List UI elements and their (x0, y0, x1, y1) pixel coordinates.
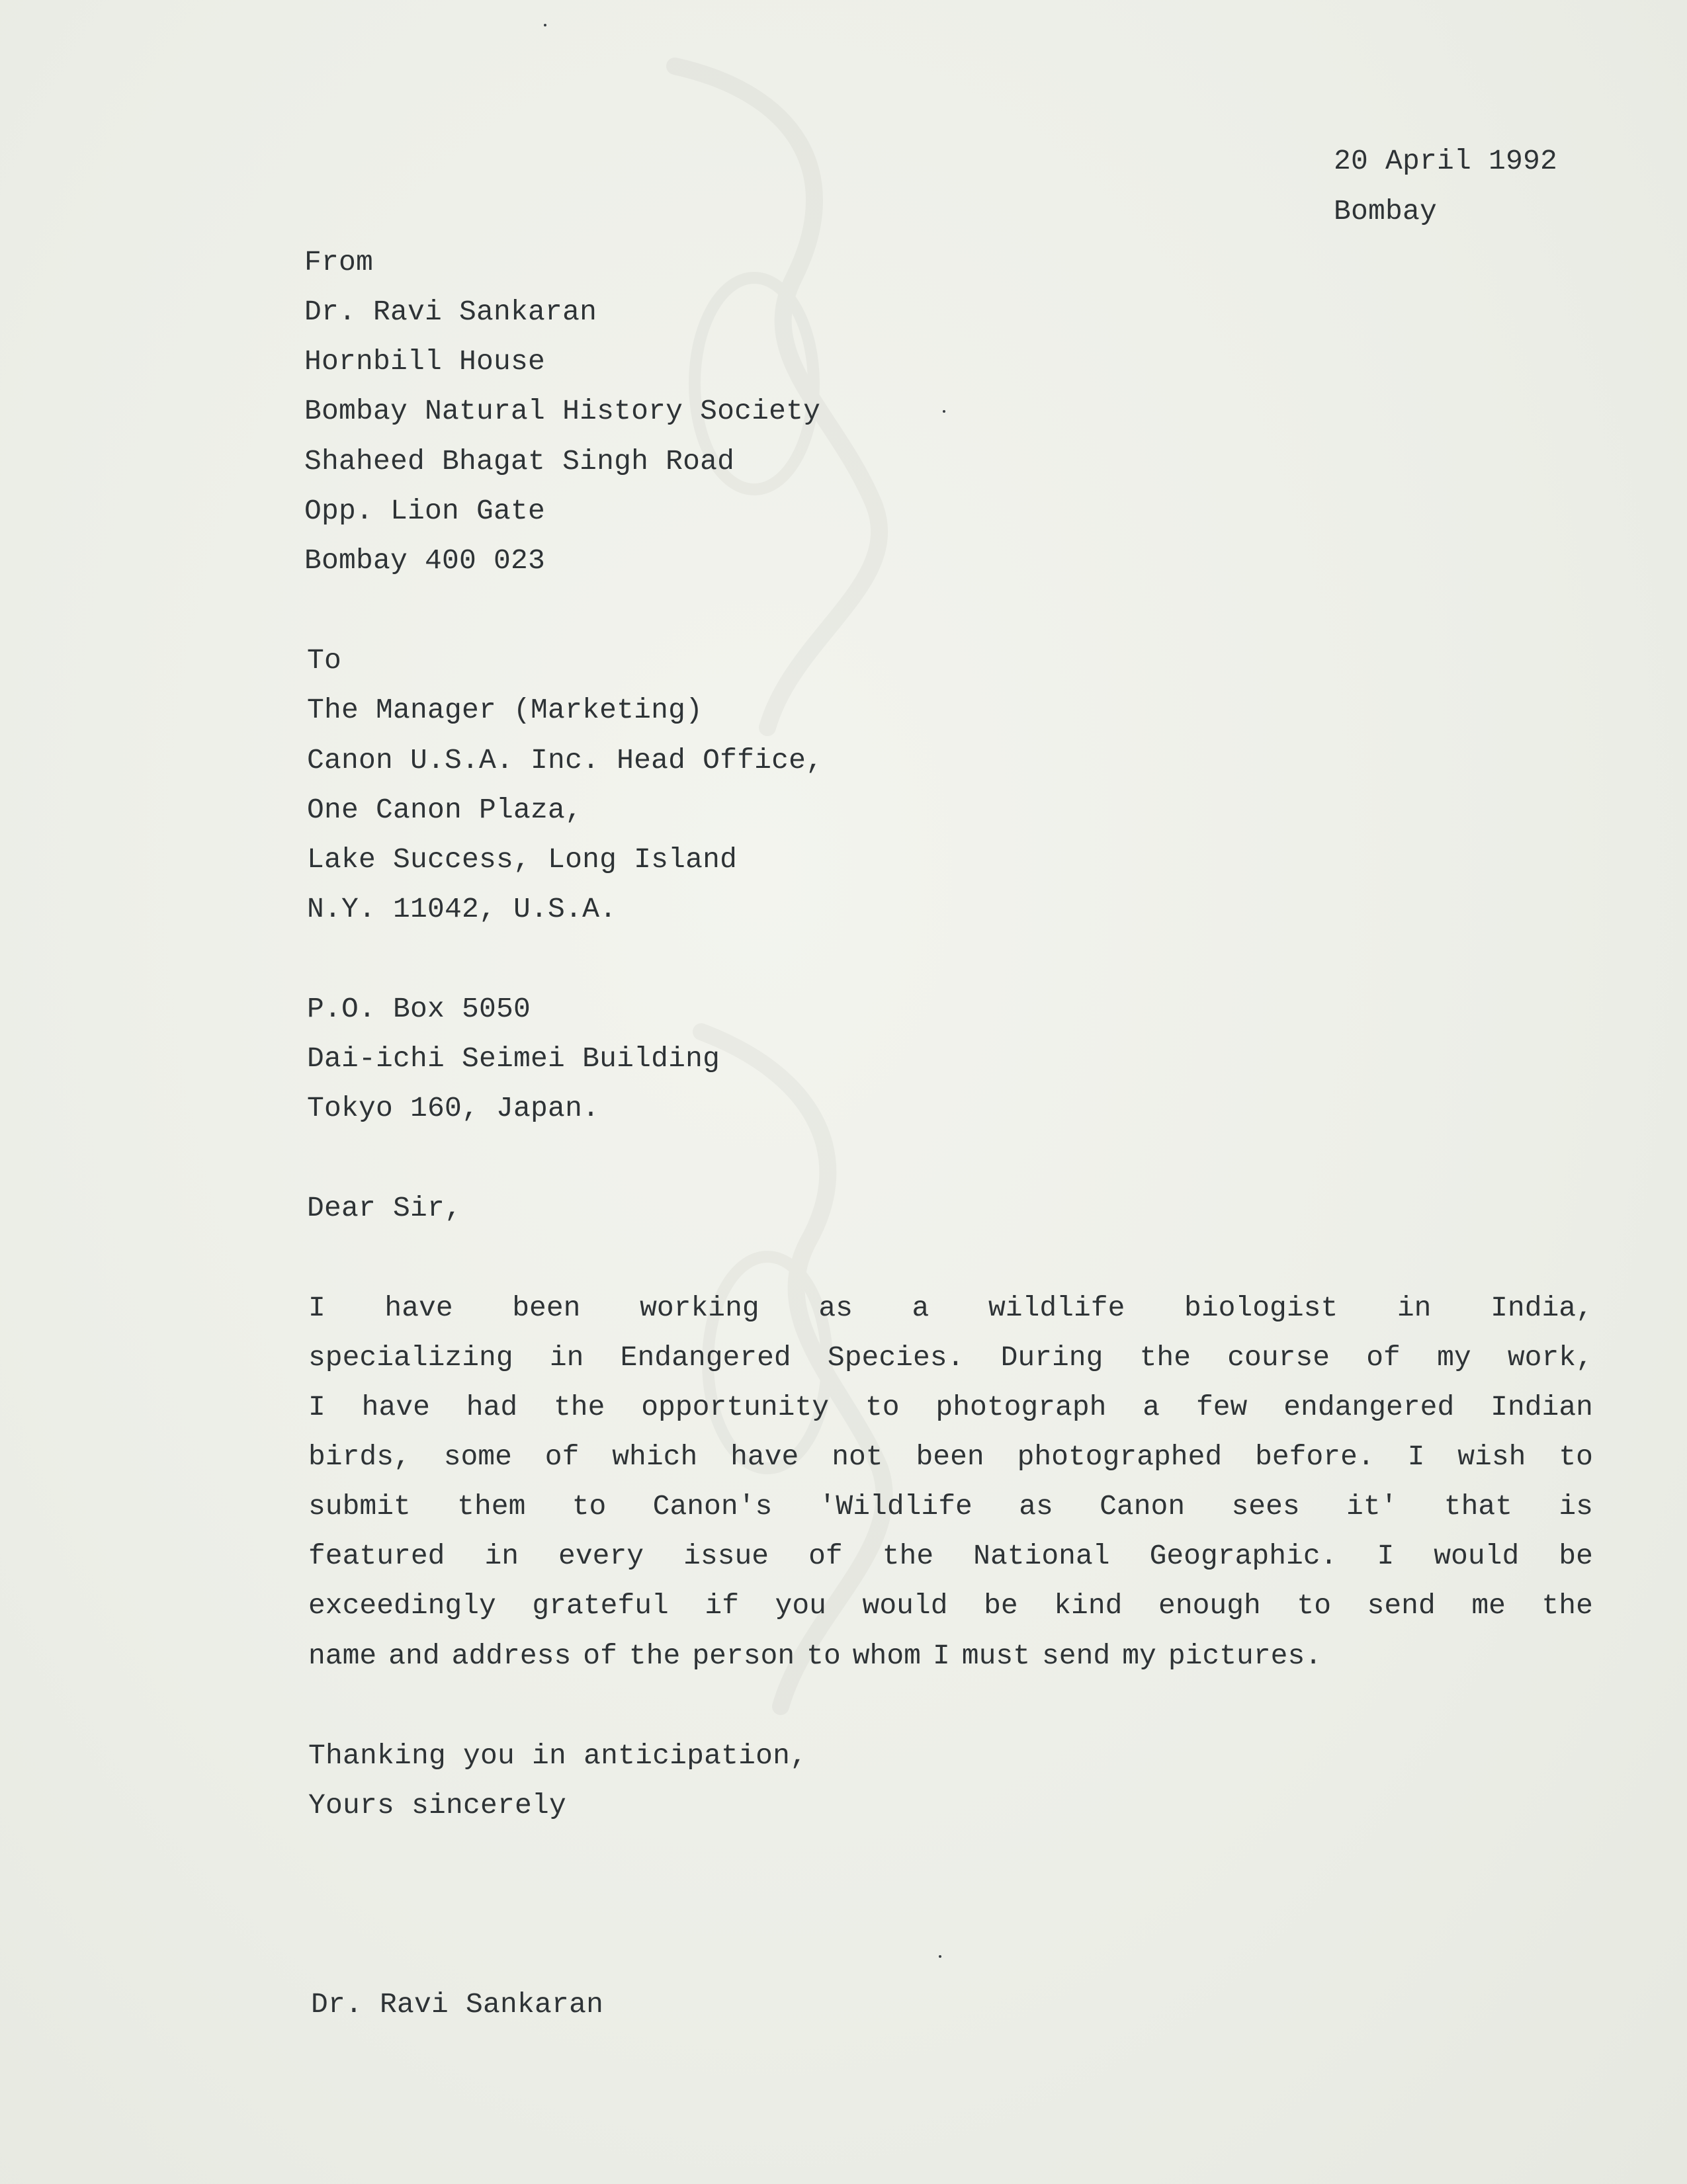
body-word: I (308, 1391, 325, 1423)
body-word: the (1541, 1589, 1593, 1622)
body-word: to (1297, 1589, 1331, 1622)
recipient-address-line: N.Y. 11042, U.S.A. (307, 893, 617, 925)
body-word: them (457, 1490, 526, 1523)
body-word: send (1367, 1589, 1436, 1622)
body-word: endangered (1283, 1391, 1455, 1423)
body-word: exceedingly (308, 1589, 496, 1622)
body-word: in (549, 1341, 584, 1374)
body-word: opportunity (641, 1391, 830, 1423)
body-word: send (1042, 1640, 1111, 1672)
body-word: photograph (935, 1391, 1107, 1423)
body-word: to (865, 1391, 900, 1423)
body-word: few (1195, 1391, 1248, 1423)
body-word: to (806, 1640, 841, 1672)
body-word: have (384, 1292, 453, 1324)
alt-address-line: Tokyo 160, Japan. (307, 1092, 600, 1124)
body-word: India, (1491, 1292, 1593, 1324)
signature-name: Dr. Ravi Sankaran (311, 1988, 604, 2021)
sender-address-line: Bombay Natural History Society (304, 395, 821, 427)
body-word: if (705, 1589, 739, 1622)
body-word: of (583, 1640, 617, 1672)
body-word: work, (1507, 1341, 1593, 1374)
body-word: working (640, 1292, 759, 1324)
letter-date: 20 April 1992 (1334, 145, 1558, 177)
recipient-address-line: One Canon Plaza, (307, 794, 583, 826)
body-word: me (1471, 1589, 1506, 1622)
body-word: Canon (1100, 1490, 1186, 1523)
body-word: be (984, 1589, 1018, 1622)
body-line (308, 1343, 1593, 1372)
closing-line: Yours sincerely (308, 1789, 567, 1822)
body-word: before. (1255, 1441, 1375, 1473)
body-word: have (730, 1441, 799, 1473)
body-word: sees (1231, 1490, 1300, 1523)
body-word: biologist (1184, 1292, 1338, 1324)
body-word: my (1122, 1640, 1156, 1672)
body-word: person (692, 1640, 795, 1672)
body-word: Indian (1491, 1391, 1593, 1423)
body-word: had (466, 1391, 518, 1423)
sender-address-line: Hornbill House (304, 345, 546, 378)
body-word: photographed (1017, 1441, 1223, 1473)
body-word: During (1000, 1341, 1103, 1374)
body-word: not (832, 1441, 883, 1473)
body-word: and (388, 1640, 440, 1672)
sender-address-line: Bombay 400 023 (304, 544, 546, 577)
from-label: From (304, 246, 374, 278)
body-word: my (1437, 1341, 1471, 1374)
body-word: Endangered (620, 1341, 791, 1374)
body-line (308, 1294, 1593, 1322)
body-word: I (308, 1292, 325, 1324)
body-word: submit (308, 1490, 411, 1523)
body-word: I (1407, 1441, 1425, 1473)
alt-address-line: Dai-ichi Seimei Building (307, 1042, 720, 1075)
body-word: specializing (308, 1341, 513, 1374)
body-word: would (862, 1589, 948, 1622)
letter-place: Bombay (1334, 195, 1438, 228)
body-line (308, 1393, 1593, 1421)
body-word: be (1559, 1540, 1593, 1572)
body-word: the (553, 1391, 605, 1423)
body-word: whom (852, 1640, 921, 1672)
body-word: Species. (827, 1341, 965, 1374)
body-word: as (818, 1292, 853, 1324)
sender-address-line: Shaheed Bhagat Singh Road (304, 445, 735, 478)
body-word: have (361, 1391, 430, 1423)
to-label: To (307, 644, 342, 677)
sender-address-line: Opp. Lion Gate (304, 495, 546, 527)
body-line (308, 1443, 1593, 1471)
body-word: wish (1457, 1441, 1526, 1473)
body-word: it' (1346, 1490, 1398, 1523)
body-word: of (544, 1441, 580, 1473)
sender-address-line: Dr. Ravi Sankaran (304, 296, 597, 328)
body-word: Canon's (652, 1490, 773, 1523)
body-word: to (1559, 1441, 1593, 1473)
salutation: Dear Sir, (307, 1192, 462, 1224)
body-word: the (1139, 1341, 1191, 1374)
body-word: a (1143, 1391, 1160, 1423)
paper-speck (943, 410, 945, 413)
body-word: National (973, 1540, 1110, 1572)
body-word: every (558, 1540, 644, 1572)
body-word: is (1559, 1490, 1593, 1523)
body-word: I (932, 1640, 950, 1672)
body-word: of (808, 1540, 843, 1572)
body-word: address (451, 1640, 572, 1672)
body-word: in (1397, 1292, 1432, 1324)
body-word: in (484, 1540, 519, 1572)
recipient-address-line: The Manager (Marketing) (307, 694, 703, 726)
body-word: would (1434, 1540, 1520, 1572)
body-word: I (1377, 1540, 1395, 1572)
body-word: birds, (308, 1441, 411, 1473)
body-line (308, 1492, 1593, 1521)
body-word: issue (683, 1540, 769, 1572)
paper-speck (939, 1955, 941, 1958)
body-word: which (612, 1441, 698, 1473)
body-line (308, 1591, 1593, 1620)
body-word: to (572, 1490, 607, 1523)
body-word: that (1444, 1490, 1512, 1523)
body-word: course (1227, 1341, 1330, 1374)
body-word: wildlife (988, 1292, 1125, 1324)
body-word: the (628, 1640, 681, 1672)
body-word: enough (1158, 1589, 1261, 1622)
closing-line: Thanking you in anticipation, (308, 1740, 808, 1772)
body-word: the (882, 1540, 934, 1572)
body-word: been (512, 1292, 581, 1324)
recipient-address-line: Lake Success, Long Island (307, 843, 738, 876)
body-word: you (775, 1589, 826, 1622)
body-word: of (1366, 1341, 1401, 1374)
body-word: some (443, 1441, 512, 1473)
alt-address-line: P.O. Box 5050 (307, 993, 531, 1025)
body-word: as (1019, 1490, 1053, 1523)
body-line (308, 1542, 1593, 1570)
recipient-address-line: Canon U.S.A. Inc. Head Office, (307, 744, 824, 777)
body-line (308, 1642, 1593, 1670)
body-word: a (912, 1292, 930, 1324)
body-word: Geographic. (1149, 1540, 1338, 1572)
body-word: featured (308, 1540, 445, 1572)
body-word: 'Wildlife (818, 1490, 973, 1523)
body-word: been (916, 1441, 984, 1473)
body-word: must (961, 1640, 1030, 1672)
body-word: pictures. (1168, 1640, 1322, 1672)
paper-speck (544, 24, 546, 26)
body-word: name (308, 1640, 377, 1672)
body-word: kind (1054, 1589, 1123, 1622)
body-word: grateful (532, 1589, 669, 1622)
